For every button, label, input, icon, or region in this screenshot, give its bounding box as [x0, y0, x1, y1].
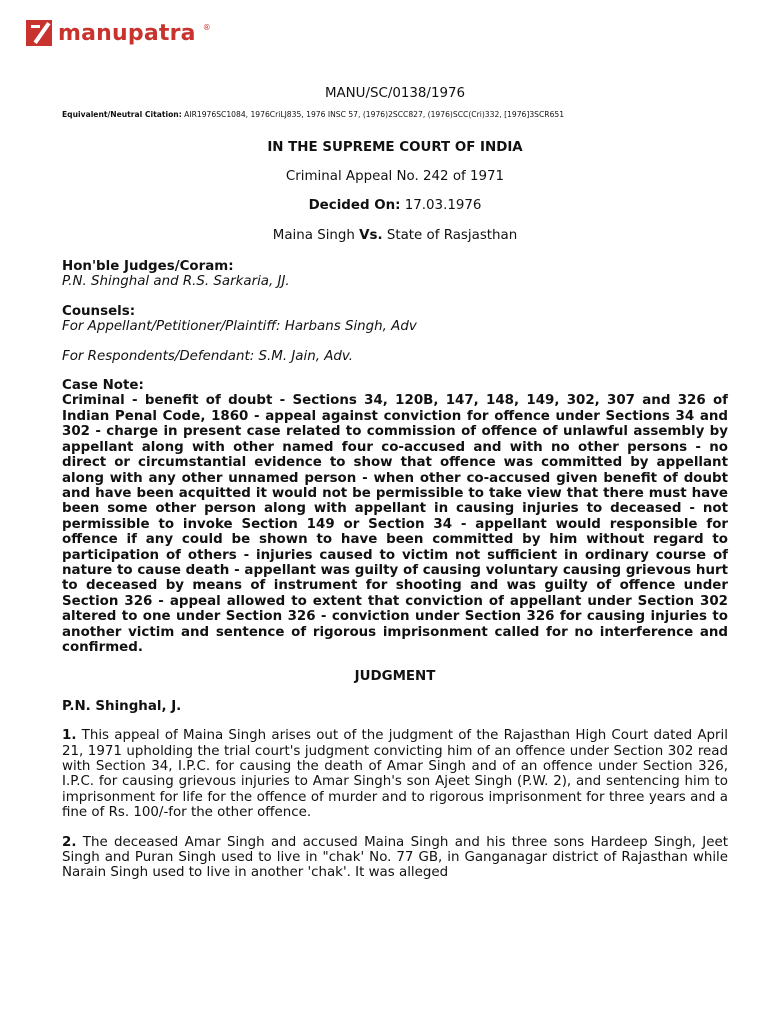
paragraph-text: The deceased Amar Singh and accused Maina Singh and his three sons Hardeep Singh, Jeet Singh and Puran Singh used to live in "chak' No. 77 GB, in Ganganagar district of Rajasthan while Narain Singh used to live in another 'chak'. It was alleged: [62, 834, 728, 881]
paragraph-1: [62, 728, 728, 820]
case-parties: [62, 228, 728, 243]
paragraph-2: [62, 835, 728, 881]
equivalent-citation: [62, 110, 728, 120]
party-respondent: State of Rasjasthan: [382, 227, 518, 243]
paragraph-number: 1.: [62, 728, 77, 744]
judges-names: P.N. Shinghal and R.S. Sarkaria, JJ.: [62, 274, 290, 290]
logo-registered-mark: ®: [202, 22, 211, 32]
party-appellant: Maina Singh: [272, 227, 360, 243]
case-note-heading: Case Note:: [62, 378, 144, 394]
judge-name: P.N. Shinghal, J.: [62, 698, 182, 714]
judges-heading: Hon'ble Judges/Coram:: [62, 259, 234, 275]
manupatra-logo: [26, 20, 211, 46]
decided-on-label: Decided On:: [308, 198, 401, 214]
equivalent-citation-value: AIR1976SC1084, 1976CriLJ835, 1976 INSC 57, (1976)2SCC827, (1976)SCC(Cri)332, [1976]3SCR651: [181, 110, 565, 120]
counsels-heading: Counsels:: [62, 303, 136, 319]
counsel-respondent: For Respondents/Defendant: S.M. Jain, Adv.: [62, 348, 353, 364]
equivalent-citation-label: Equivalent/Neutral Citation:: [62, 110, 182, 120]
judgment-heading: JUDGMENT: [354, 669, 436, 685]
logo-text: manupatra: [58, 20, 196, 46]
citation-id: MANU/SC/0138/1976: [324, 86, 466, 101]
paragraph-text: This appeal of Maina Singh arises out of the judgment of the Rajasthan High Court dated April 21, 1971 upholding the trial court's judgment convicting him of an offence under Section 302 read with Section 34, I.P.C. for causing the death of Amar Singh and of an offence under Section 326, I.P.C. for causing grievous injuries to Amar Singh's son Ajeet Singh (P.W. 2), and sentencing him to imprisonment for life for the offence of murder and to rigorous imprisonment for three years and a fine of Rs. 100/-for the other offence.: [62, 728, 728, 821]
manupatra-logo-icon: [26, 20, 52, 46]
versus-label: Vs.: [359, 227, 383, 243]
paragraph-number: 2.: [62, 834, 77, 850]
document-body: [62, 86, 728, 895]
case-note-text: Criminal - benefit of doubt - Sections 34, 120B, 147, 148, 149, 302, 307 and 326 of Indian Penal Code, 1860 - appeal against conviction for offence under Sections 34 and 302 - charge in present case related to commission of offence of unlawful assembly by appellant along with other named four co-accused and with no other persons - no direct or circumstantial evidence to show that offence was committed by appellant along with any other unnamed person - when other co-accused given benefit of doubt and have been acquitted it would not be permissible to take view that there must have been some other person along with appellant in causing injuries to deceased - not permissible to invoke Section 149 or Section 34 - appellant would responsible for offence if any could be shown to have been committed by him without regard to participation of others - injuries caused to victim not sufficient in ordinary course of nature to cause death - appellant was guilty of causing voluntary causing grievous hurt to deceased by means of instrument for shooting and was guilty of offence under Section 326 - appeal allowed to extent that conviction of appellant under Section 302 altered to one under Section 326 - conviction under Section 326 for causing injuries to another victim and sentence of rigorous imprisonment called for no interference and confirmed.: [62, 393, 728, 655]
court-name: IN THE SUPREME COURT OF INDIA: [267, 140, 523, 156]
decided-on: [62, 198, 728, 213]
counsel-appellant: For Appellant/Petitioner/Plaintiff: Harbans Singh, Adv: [62, 319, 417, 335]
appeal-number: Criminal Appeal No. 242 of 1971: [285, 168, 505, 184]
decided-on-date: 17.03.1976: [400, 198, 482, 214]
